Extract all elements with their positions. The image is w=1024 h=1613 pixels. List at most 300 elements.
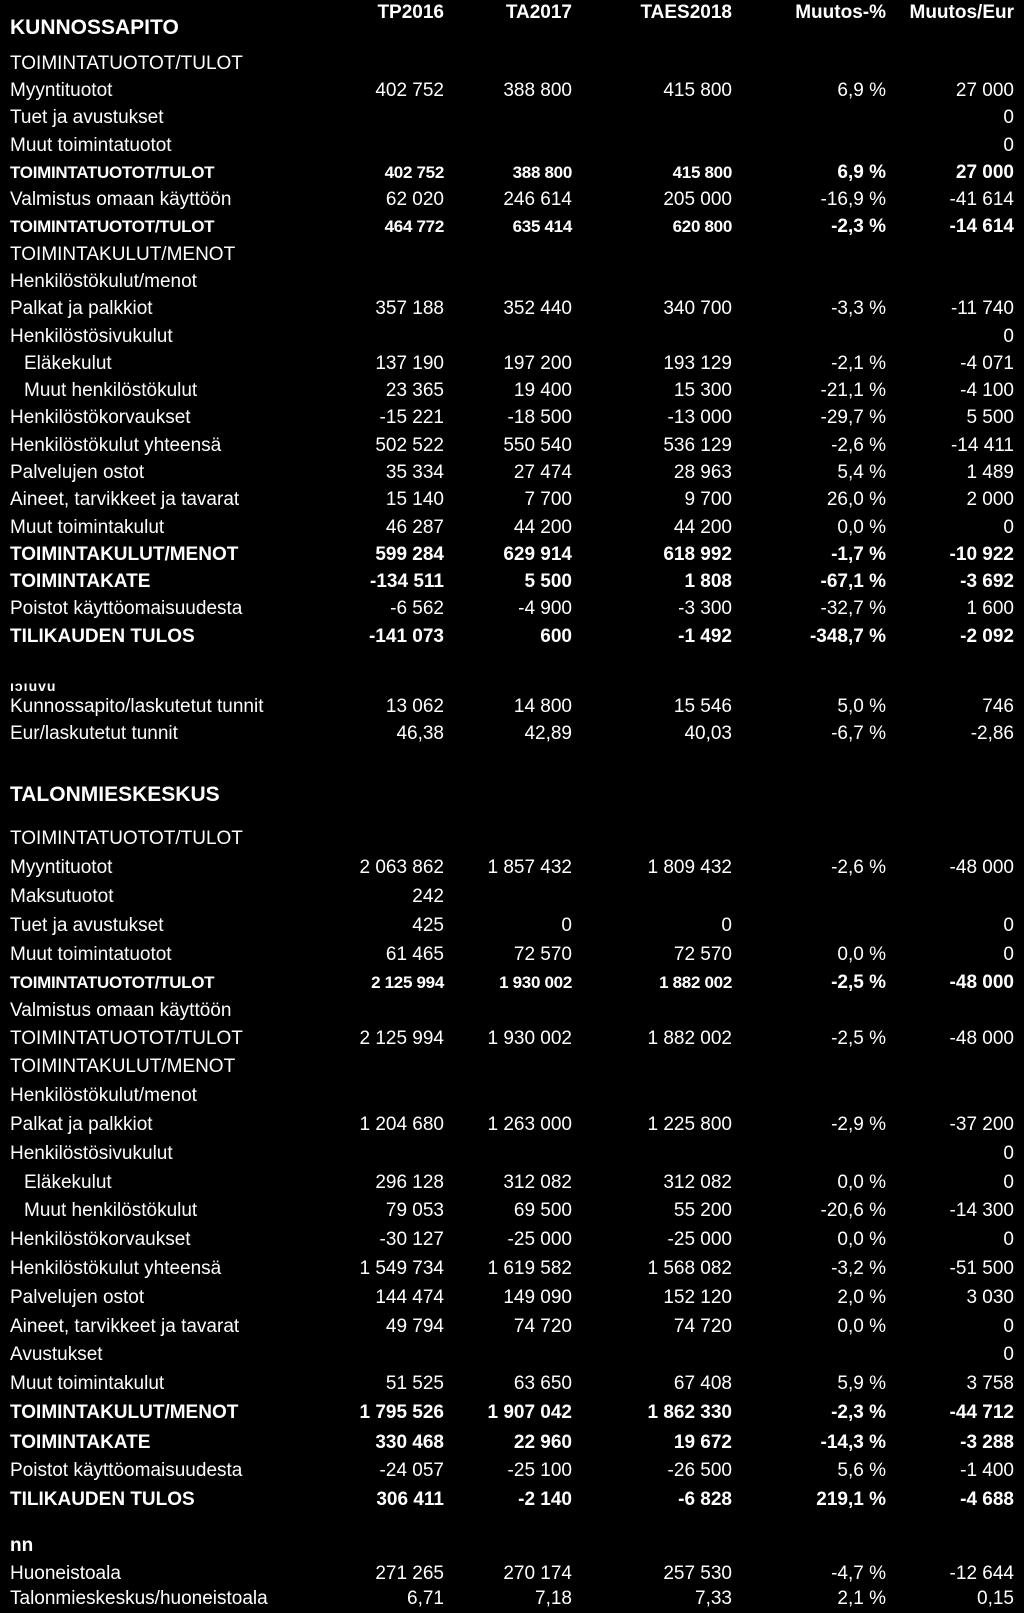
- cell-muutos-pct: 0,0 %: [837, 944, 886, 965]
- cell-muutos-eur: -4 688: [960, 1489, 1014, 1510]
- table-row: [0, 1531, 1024, 1560]
- cell-muutos-eur: -1 400: [960, 1460, 1014, 1481]
- table-row: [0, 1456, 1024, 1485]
- cell-muutos-eur: 0: [1003, 517, 1014, 538]
- table-row: [0, 1254, 1024, 1283]
- cell-muutos-pct: 26,0 %: [826, 489, 886, 510]
- cell-ta2017: 44 200: [513, 517, 572, 538]
- row-label: Henkilöstökorvaukset: [10, 407, 191, 428]
- cell-taes2018: 1 568 082: [647, 1258, 732, 1279]
- cell-tp2016: 296 128: [375, 1172, 444, 1193]
- cell-taes2018: 536 129: [663, 435, 732, 456]
- cell-tp2016: 46,38: [396, 723, 444, 744]
- cell-muutos-pct: -21,1 %: [820, 380, 886, 401]
- cell-ta2017: 42,89: [524, 723, 572, 744]
- cell-tp2016: 62 020: [385, 189, 444, 210]
- row-label: Valmistus omaan käyttöön: [10, 1000, 232, 1021]
- cell-muutos-pct: -2,6 %: [831, 857, 886, 878]
- table-row: [0, 1428, 1024, 1457]
- row-label: TILIKAUDEN TULOS: [10, 1489, 195, 1510]
- cell-muutos-eur: -14 614: [949, 216, 1014, 237]
- cell-ta2017: 22 960: [513, 1432, 572, 1453]
- cell-muutos-pct: 6,9 %: [837, 162, 886, 183]
- cell-muutos-pct: 2,0 %: [837, 1287, 886, 1308]
- cell-ta2017: 1 907 042: [487, 1402, 572, 1423]
- row-label: TOIMINTATUOTOT/TULOT: [10, 973, 215, 992]
- header-tp2016: TP2016: [377, 2, 444, 23]
- table-row: [0, 911, 1024, 940]
- row-label: nn: [10, 1535, 34, 1556]
- table-row: [0, 853, 1024, 882]
- cell-muutos-pct: -16,9 %: [820, 189, 886, 210]
- cell-tp2016: 2 125 994: [371, 973, 444, 992]
- cell-muutos-eur: -14 300: [949, 1200, 1014, 1221]
- cell-ta2017: 246 614: [503, 189, 572, 210]
- cell-muutos-eur: -10 922: [949, 544, 1014, 565]
- cell-muutos-eur: -2,86: [970, 723, 1014, 744]
- cell-taes2018: -6 828: [678, 1489, 732, 1510]
- cell-tp2016: 357 188: [375, 298, 444, 319]
- cell-tp2016: 51 525: [385, 1373, 444, 1394]
- cell-taes2018: 72 570: [673, 944, 732, 965]
- cell-tp2016: 425: [412, 915, 444, 936]
- cell-muutos-eur: 0: [1003, 915, 1014, 936]
- table-row: [0, 1024, 1024, 1053]
- cell-ta2017: -25 000: [507, 1229, 572, 1250]
- cell-ta2017: 1 619 582: [487, 1258, 572, 1279]
- row-label: Eläkekulut: [24, 353, 112, 374]
- table-row: [0, 322, 1024, 351]
- cell-ta2017: 5 500: [524, 571, 572, 592]
- row-label: Henkilöstökulut/menot: [10, 1085, 197, 1106]
- cell-ta2017: 1 930 002: [499, 973, 572, 992]
- header-ta2017: TA2017: [505, 2, 572, 23]
- cell-tp2016: 242: [412, 886, 444, 907]
- row-label: TOIMINTATUOTOT/TULOT: [10, 53, 243, 74]
- cell-taes2018: 0: [721, 915, 732, 936]
- cell-muutos-eur: -41 614: [949, 189, 1014, 210]
- cell-muutos-eur: 1 489: [966, 462, 1014, 483]
- cell-tp2016: 464 772: [384, 217, 444, 236]
- table-row: [0, 719, 1024, 748]
- cell-tp2016: 15 140: [385, 489, 444, 510]
- row-label: Muut henkilöstökulut: [24, 1200, 198, 1221]
- cell-muutos-eur: -44 712: [949, 1402, 1014, 1423]
- cell-tp2016: -24 057: [379, 1460, 444, 1481]
- row-label: TOIMINTAKULUT/MENOT: [10, 1056, 236, 1077]
- cell-ta2017: 388 800: [503, 80, 572, 101]
- cell-muutos-eur: 3 758: [966, 1373, 1014, 1394]
- cell-muutos-pct: 0,0 %: [837, 1172, 886, 1193]
- cell-muutos-eur: -37 200: [949, 1114, 1014, 1135]
- table-row: [0, 540, 1024, 569]
- row-label: Myyntituotot: [10, 857, 113, 878]
- cell-taes2018: -3 300: [678, 598, 732, 619]
- table-row: [0, 1081, 1024, 1110]
- cell-muutos-pct: -3,2 %: [831, 1258, 886, 1279]
- cell-taes2018: 1 225 800: [647, 1114, 732, 1135]
- cell-muutos-eur: -11 740: [950, 298, 1014, 319]
- cell-muutos-eur: -48 000: [949, 972, 1014, 993]
- cell-ta2017: -2 140: [518, 1489, 572, 1510]
- row-label: Myyntituotot: [10, 80, 113, 101]
- row-label: Muut toimintakulut: [10, 517, 165, 538]
- cell-muutos-pct: 5,0 %: [837, 696, 886, 717]
- cell-ta2017: 63 650: [513, 1373, 572, 1394]
- row-label: Henkilöstökulut/menot: [10, 271, 197, 292]
- table-row: [0, 996, 1024, 1025]
- cell-tp2016: 1 204 680: [359, 1114, 444, 1135]
- table-row: [0, 594, 1024, 623]
- cell-muutos-eur: 0: [1003, 1316, 1014, 1337]
- cell-taes2018: -13 000: [667, 407, 732, 428]
- table-row: [0, 1168, 1024, 1197]
- cell-muutos-pct: 0,0 %: [837, 1316, 886, 1337]
- cell-taes2018: 1 808: [684, 571, 732, 592]
- row-label: ıɔıuvu: [10, 678, 57, 694]
- table-row: [0, 212, 1024, 241]
- table-row: [0, 1485, 1024, 1514]
- cell-muutos-pct: 5,9 %: [837, 1373, 886, 1394]
- row-label: TOIMINTAKULUT/MENOT: [10, 544, 239, 565]
- cell-taes2018: 415 800: [663, 80, 732, 101]
- cell-muutos-eur: 0: [1003, 1143, 1014, 1164]
- cell-muutos-pct: -20,6 %: [820, 1200, 886, 1221]
- cell-muutos-eur: -48 000: [949, 1028, 1014, 1049]
- cell-ta2017: 7 700: [524, 489, 572, 510]
- cell-muutos-pct: -2,5 %: [831, 1028, 886, 1049]
- cell-muutos-eur: 0: [1003, 944, 1014, 965]
- row-label: Kunnossapito/laskutetut tunnit: [10, 696, 264, 717]
- cell-muutos-eur: -51 500: [949, 1258, 1014, 1279]
- cell-taes2018: 19 672: [673, 1432, 732, 1453]
- table-row: [0, 1139, 1024, 1168]
- table-row: [0, 1398, 1024, 1427]
- cell-tp2016: -134 511: [370, 571, 444, 592]
- row-label: TOIMINTATUOTOT/TULOT: [10, 828, 243, 849]
- cell-taes2018: -26 500: [667, 1460, 732, 1481]
- table-row: [0, 185, 1024, 214]
- table-row: [0, 49, 1024, 78]
- cell-tp2016: 271 265: [375, 1563, 444, 1584]
- cell-tp2016: 23 365: [385, 380, 444, 401]
- row-label: TOIMINTAKULUT/MENOT: [10, 244, 236, 265]
- table-row: [0, 294, 1024, 323]
- table-row: [0, 1312, 1024, 1341]
- cell-taes2018: 74 720: [673, 1316, 732, 1337]
- cell-muutos-eur: 0,15: [977, 1588, 1014, 1609]
- cell-taes2018: -25 000: [667, 1229, 732, 1250]
- cell-muutos-pct: -2,3 %: [831, 216, 886, 237]
- cell-muutos-eur: -4 071: [960, 353, 1014, 374]
- cell-taes2018: 1 882 002: [659, 973, 732, 992]
- cell-ta2017: 1 263 000: [487, 1114, 572, 1135]
- cell-ta2017: 74 720: [513, 1316, 572, 1337]
- cell-muutos-pct: 5,6 %: [837, 1460, 886, 1481]
- cell-muutos-eur: 0: [1003, 1344, 1014, 1365]
- cell-ta2017: 550 540: [503, 435, 572, 456]
- cell-taes2018: 67 408: [673, 1373, 732, 1394]
- cell-muutos-pct: -14,3 %: [820, 1432, 886, 1453]
- cell-muutos-eur: 0: [1003, 326, 1014, 347]
- row-label: TOIMINTATUOTOT/TULOT: [10, 217, 215, 236]
- row-label: TOIMINTATUOTOT/TULOT: [10, 1028, 243, 1049]
- cell-tp2016: 402 752: [375, 80, 444, 101]
- row-label: TALONMIESKESKUS: [10, 783, 220, 806]
- cell-muutos-eur: 0: [1003, 1229, 1014, 1250]
- cell-muutos-pct: -2,6 %: [831, 435, 886, 456]
- cell-taes2018: 1 809 432: [647, 857, 732, 878]
- row-label: Eur/laskutetut tunnit: [10, 723, 178, 744]
- cell-taes2018: 1 862 330: [647, 1402, 732, 1423]
- cell-tp2016: -141 073: [368, 626, 444, 647]
- table-row: [0, 567, 1024, 596]
- table-row: [0, 968, 1024, 997]
- cell-muutos-pct: 6,9 %: [837, 80, 886, 101]
- row-label: TOIMINTATUOTOT/TULOT: [10, 163, 215, 182]
- cell-muutos-eur: 0: [1003, 135, 1014, 156]
- row-label: Talonmieskeskus/huoneistoala: [10, 1588, 268, 1609]
- row-label: TOIMINTAKULUT/MENOT: [10, 1402, 239, 1423]
- table-row: [0, 431, 1024, 460]
- cell-taes2018: 205 000: [663, 189, 732, 210]
- header-muutos-pct: Muutos-%: [795, 2, 886, 23]
- cell-muutos-eur: 3 030: [966, 1287, 1014, 1308]
- row-label: Muut toimintatuotot: [10, 944, 172, 965]
- cell-muutos-eur: -3 692: [960, 571, 1014, 592]
- cell-muutos-eur: 2 000: [966, 489, 1014, 510]
- table-row: [0, 882, 1024, 911]
- cell-tp2016: 306 411: [376, 1489, 444, 1510]
- table-row: [0, 458, 1024, 487]
- cell-muutos-pct: -6,7 %: [831, 723, 886, 744]
- row-label: Aineet, tarvikkeet ja tavarat: [10, 1316, 240, 1337]
- row-label: Palkat ja palkkiot: [10, 298, 153, 319]
- cell-ta2017: 19 400: [513, 380, 572, 401]
- table-row: [0, 13, 1024, 42]
- cell-taes2018: 257 530: [663, 1563, 732, 1584]
- cell-muutos-pct: -348,7 %: [809, 626, 886, 647]
- cell-ta2017: 14 800: [513, 696, 572, 717]
- cell-taes2018: 415 800: [672, 163, 732, 182]
- cell-muutos-pct: 2,1 %: [837, 1588, 886, 1609]
- cell-ta2017: 149 090: [503, 1287, 572, 1308]
- row-label: Henkilöstökulut yhteensä: [10, 435, 222, 456]
- table-row: [0, 267, 1024, 296]
- cell-ta2017: 388 800: [512, 163, 572, 182]
- cell-muutos-pct: -67,1 %: [820, 571, 886, 592]
- cell-muutos-pct: 5,4 %: [837, 462, 886, 483]
- cell-taes2018: 55 200: [673, 1200, 732, 1221]
- cell-ta2017: 1 857 432: [487, 857, 572, 878]
- cell-muutos-eur: 0: [1003, 107, 1014, 128]
- cell-muutos-eur: 1 600: [966, 598, 1014, 619]
- cell-ta2017: 0: [561, 915, 572, 936]
- header-muutos-eur: Muutos/Eur: [909, 2, 1014, 23]
- row-label: Muut toimintakulut: [10, 1373, 165, 1394]
- cell-taes2018: 44 200: [673, 517, 732, 538]
- cell-muutos-eur: 746: [982, 696, 1014, 717]
- cell-muutos-pct: -2,5 %: [831, 972, 886, 993]
- cell-muutos-eur: -12 644: [949, 1563, 1014, 1584]
- table-row: [0, 692, 1024, 721]
- table-row: [0, 780, 1024, 809]
- cell-muutos-pct: 219,1 %: [816, 1489, 886, 1510]
- cell-tp2016: 13 062: [385, 696, 444, 717]
- table-row: [0, 1340, 1024, 1369]
- cell-ta2017: -4 900: [518, 598, 572, 619]
- cell-ta2017: 27 474: [513, 462, 572, 483]
- cell-tp2016: 46 287: [385, 517, 444, 538]
- cell-muutos-pct: -2,1 %: [831, 353, 886, 374]
- row-label: Aineet, tarvikkeet ja tavarat: [10, 489, 240, 510]
- row-label: Valmistus omaan käyttöön: [10, 189, 232, 210]
- table-row: [0, 376, 1024, 405]
- cell-ta2017: -25 100: [507, 1460, 572, 1481]
- table-row: [0, 103, 1024, 132]
- table-row: [0, 1369, 1024, 1398]
- cell-tp2016: -30 127: [379, 1229, 444, 1250]
- cell-ta2017: 600: [540, 626, 572, 647]
- table-row: [0, 1283, 1024, 1312]
- cell-tp2016: 144 474: [375, 1287, 444, 1308]
- cell-taes2018: 15 300: [673, 380, 732, 401]
- row-label: Huoneistoala: [10, 1563, 121, 1584]
- table-row: [0, 349, 1024, 378]
- cell-muutos-pct: 0,0 %: [837, 517, 886, 538]
- cell-muutos-eur: -14 411: [950, 435, 1014, 456]
- table-row: [0, 1110, 1024, 1139]
- cell-ta2017: -18 500: [507, 407, 572, 428]
- cell-taes2018: 15 546: [673, 696, 732, 717]
- cell-tp2016: 2 125 994: [359, 1028, 444, 1049]
- table-row: [0, 824, 1024, 853]
- cell-tp2016: -15 221: [379, 407, 444, 428]
- cell-tp2016: -6 562: [390, 598, 444, 619]
- table-row: [0, 513, 1024, 542]
- row-label: TOIMINTAKATE: [10, 1432, 151, 1453]
- cell-muutos-eur: -48 000: [949, 857, 1014, 878]
- table-row: [0, 1052, 1024, 1081]
- cell-muutos-pct: -3,3 %: [831, 298, 886, 319]
- table-row: [0, 1196, 1024, 1225]
- cell-taes2018: 618 992: [663, 544, 732, 565]
- row-label: Maksutuotot: [10, 886, 114, 907]
- cell-tp2016: 137 190: [375, 353, 444, 374]
- cell-taes2018: 9 700: [684, 489, 732, 510]
- row-label: Avustukset: [10, 1344, 103, 1365]
- cell-muutos-pct: -4,7 %: [831, 1563, 886, 1584]
- cell-muutos-eur: 27 000: [955, 80, 1014, 101]
- cell-ta2017: 197 200: [503, 353, 572, 374]
- cell-taes2018: 312 082: [663, 1172, 732, 1193]
- row-label: Palvelujen ostot: [10, 462, 145, 483]
- cell-tp2016: 1 795 526: [359, 1402, 444, 1423]
- table-row: [0, 940, 1024, 969]
- cell-taes2018: 620 800: [672, 217, 732, 236]
- row-label: TOIMINTAKATE: [10, 571, 151, 592]
- row-label: Muut henkilöstökulut: [24, 380, 198, 401]
- row-label: Eläkekulut: [24, 1172, 112, 1193]
- row-label: Muut toimintatuotot: [10, 135, 172, 156]
- cell-tp2016: 2 063 862: [359, 857, 444, 878]
- cell-taes2018: 40,03: [684, 723, 732, 744]
- cell-tp2016: 330 468: [375, 1432, 444, 1453]
- cell-tp2016: 1 549 734: [359, 1258, 444, 1279]
- table-row: [0, 240, 1024, 269]
- table-row: [0, 131, 1024, 160]
- cell-taes2018: 28 963: [673, 462, 732, 483]
- cell-muutos-pct: 0,0 %: [837, 1229, 886, 1250]
- cell-tp2016: 49 794: [385, 1316, 444, 1337]
- cell-muutos-eur: 27 000: [955, 162, 1014, 183]
- table-row: [0, 622, 1024, 651]
- row-label: Tuet ja avustukset: [10, 915, 164, 936]
- cell-tp2016: 599 284: [375, 544, 444, 565]
- cell-muutos-pct: -1,7 %: [831, 544, 886, 565]
- cell-taes2018: -1 492: [678, 626, 732, 647]
- row-label: Palkat ja palkkiot: [10, 1114, 153, 1135]
- table-row: [0, 403, 1024, 432]
- cell-muutos-eur: 5 500: [966, 407, 1014, 428]
- row-label: KUNNOSSAPITO: [10, 16, 179, 39]
- cell-ta2017: 69 500: [513, 1200, 572, 1221]
- cell-taes2018: 152 120: [663, 1287, 732, 1308]
- cell-tp2016: 402 752: [384, 163, 444, 182]
- row-label: Tuet ja avustukset: [10, 107, 164, 128]
- cell-tp2016: 502 522: [375, 435, 444, 456]
- cell-tp2016: 61 465: [385, 944, 444, 965]
- cell-taes2018: 1 882 002: [647, 1028, 732, 1049]
- row-label: TILIKAUDEN TULOS: [10, 626, 195, 647]
- cell-tp2016: 35 334: [385, 462, 444, 483]
- cell-muutos-pct: -32,7 %: [820, 598, 886, 619]
- cell-ta2017: 629 914: [503, 544, 572, 565]
- row-label: Henkilöstökorvaukset: [10, 1229, 191, 1250]
- cell-ta2017: 72 570: [513, 944, 572, 965]
- row-label: Palvelujen ostot: [10, 1287, 145, 1308]
- table-row: [0, 485, 1024, 514]
- table-row: [0, 76, 1024, 105]
- row-label: Poistot käyttöomaisuudesta: [10, 1460, 243, 1481]
- cell-ta2017: 312 082: [503, 1172, 572, 1193]
- row-label: Poistot käyttöomaisuudesta: [10, 598, 243, 619]
- cell-taes2018: 340 700: [663, 298, 732, 319]
- cell-tp2016: 6,71: [407, 1588, 444, 1609]
- cell-muutos-eur: -2 092: [960, 626, 1014, 647]
- row-label: Henkilöstökulut yhteensä: [10, 1258, 222, 1279]
- cell-tp2016: 79 053: [385, 1200, 444, 1221]
- row-label: Henkilöstösivukulut: [10, 326, 173, 347]
- cell-ta2017: 7,18: [535, 1588, 572, 1609]
- header-taes2018: TAES2018: [640, 2, 732, 23]
- cell-muutos-eur: 0: [1003, 1172, 1014, 1193]
- cell-muutos-pct: -2,9 %: [831, 1114, 886, 1135]
- cell-taes2018: 193 129: [663, 353, 732, 374]
- cell-taes2018: 7,33: [695, 1588, 732, 1609]
- cell-muutos-eur: -4 100: [960, 380, 1014, 401]
- cell-ta2017: 635 414: [512, 217, 572, 236]
- cell-muutos-eur: -3 288: [960, 1432, 1014, 1453]
- cell-ta2017: 270 174: [503, 1563, 572, 1584]
- cell-ta2017: 352 440: [503, 298, 572, 319]
- cell-ta2017: 1 930 002: [487, 1028, 572, 1049]
- table-row: [0, 158, 1024, 187]
- cell-muutos-pct: -29,7 %: [820, 407, 886, 428]
- cell-muutos-pct: -2,3 %: [831, 1402, 886, 1423]
- row-label: Henkilöstösivukulut: [10, 1143, 173, 1164]
- table-row: [0, 1225, 1024, 1254]
